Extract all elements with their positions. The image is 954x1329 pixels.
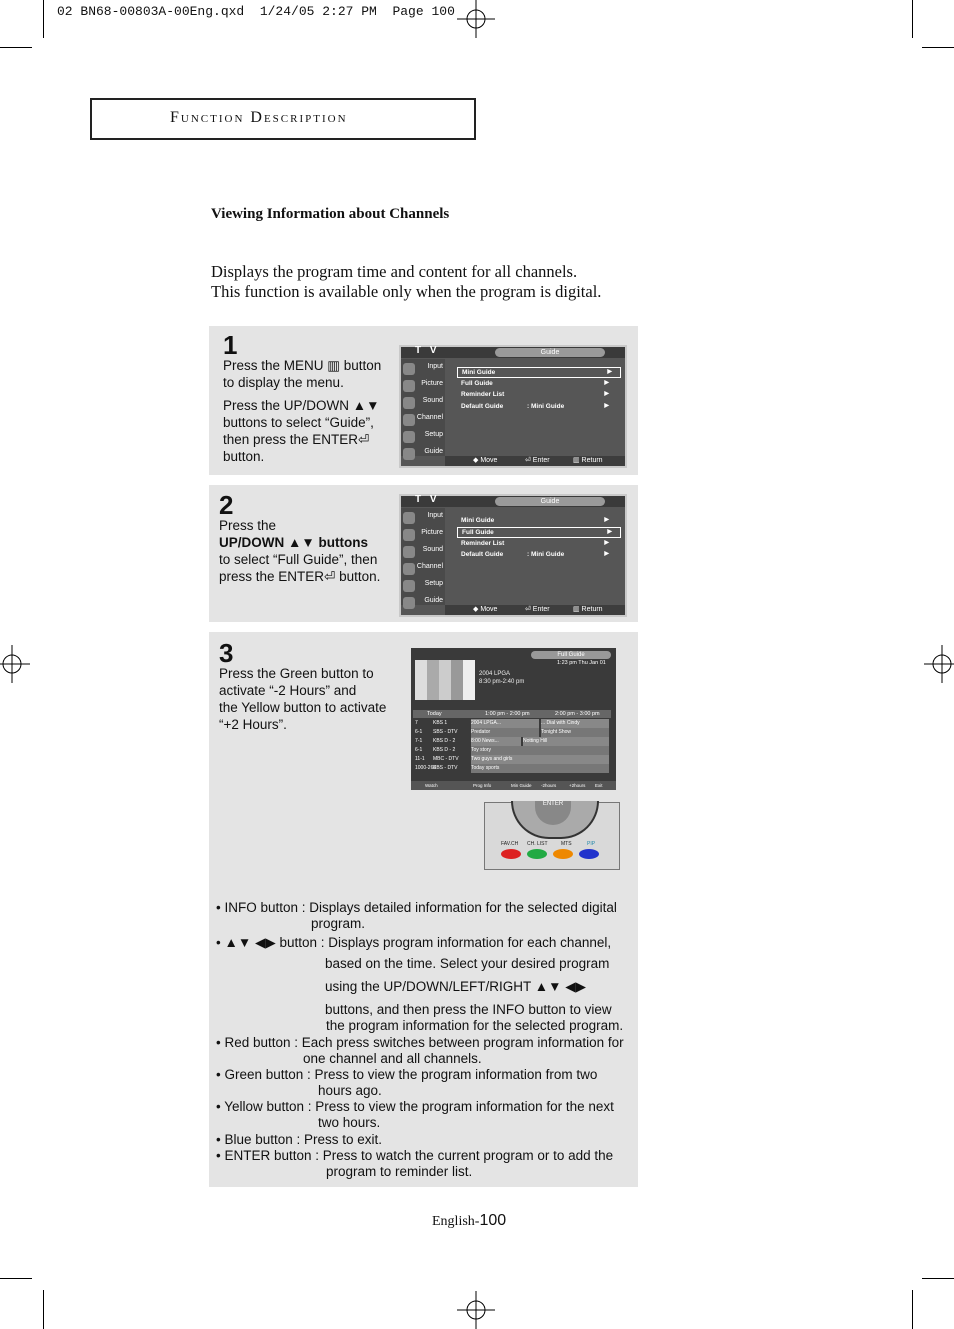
fg-footer: Watch Prog Info Min Guide -2hours +2hours Exit bbox=[411, 781, 616, 790]
intro-line: Displays the program time and content for all channels. bbox=[211, 262, 578, 281]
step-line: Press the MENU ▥ button bbox=[223, 358, 382, 373]
fg-info: 2004 LPGA 8:30 pm-2:40 pm bbox=[479, 671, 525, 685]
step-line: button. bbox=[223, 449, 265, 464]
osd-item: Full Guide ▶ bbox=[457, 527, 621, 538]
enter-button: ENTER bbox=[535, 801, 571, 825]
osd-tv-label: T V bbox=[415, 494, 440, 505]
osd-item: Default Guide : Mini Guide ▶ bbox=[461, 403, 609, 410]
step-line: buttons to select “Guide”, bbox=[223, 415, 374, 430]
osd-item: Reminder List ▶ bbox=[461, 391, 609, 398]
bullet-line: one channel and all channels. bbox=[303, 1051, 482, 1066]
guide-icon bbox=[403, 448, 415, 460]
green-button bbox=[527, 849, 547, 859]
picture-icon bbox=[403, 529, 415, 541]
osd-item: Reminder List ▶ bbox=[461, 540, 609, 547]
step-1-text bbox=[223, 357, 393, 465]
bullet-line: program. bbox=[311, 916, 366, 931]
guide-icon bbox=[403, 597, 415, 609]
fg-rows bbox=[413, 719, 611, 773]
osd-sidebar: Input Picture Sound Channel Setup Guide bbox=[401, 359, 445, 456]
setup-icon bbox=[403, 580, 415, 592]
crop-mark bbox=[43, 1290, 44, 1329]
table-row: 11-1 MBC - DTV Two guys and girls bbox=[413, 755, 611, 764]
step-line: activate “-2 Hours” and bbox=[219, 683, 357, 698]
step-line: Press the bbox=[219, 518, 277, 533]
step-line: Press the UP/DOWN ▲▼ bbox=[223, 398, 380, 413]
osd-menu-guide bbox=[399, 345, 627, 468]
bullet-line: • Blue button : Press to exit. bbox=[216, 1132, 383, 1147]
sound-icon bbox=[403, 546, 415, 558]
registration-mark-icon bbox=[457, 0, 495, 38]
osd-item: Mini Guide ▶ bbox=[457, 367, 621, 378]
section-title: Function Description bbox=[170, 109, 348, 126]
channel-icon bbox=[403, 414, 415, 426]
osd-sidebar: Input Picture Sound Channel Setup Guide bbox=[401, 508, 445, 605]
page-number: 100 bbox=[479, 1212, 507, 1229]
intro bbox=[211, 262, 601, 302]
sound-icon bbox=[403, 397, 415, 409]
crop-mark bbox=[922, 1278, 954, 1279]
input-icon bbox=[403, 512, 415, 524]
bullet-line: • Yellow button : Press to view the program information for the next bbox=[216, 1099, 614, 1114]
crop-mark bbox=[912, 0, 913, 38]
bullet-line: based on the time. Select your desired program bbox=[325, 956, 610, 971]
step-line: press the ENTER⏎ button. bbox=[219, 569, 381, 584]
blue-button bbox=[579, 849, 599, 859]
bullet-line: hours ago. bbox=[318, 1083, 382, 1098]
full-guide-screen bbox=[411, 648, 616, 790]
section-title-box bbox=[90, 98, 476, 140]
intro-line: This function is available only when the program is digital. bbox=[211, 282, 602, 301]
fg-tab: Full Guide bbox=[531, 651, 611, 659]
step-line: “+2 Hours”. bbox=[219, 717, 287, 732]
bullet-line: using the UP/DOWN/LEFT/RIGHT ▲▼ ◀▶ bbox=[325, 979, 587, 994]
step-line: UP/DOWN ▲▼ buttons bbox=[219, 535, 368, 550]
yellow-button bbox=[553, 849, 573, 859]
setup-icon bbox=[403, 431, 415, 443]
step-line: the Yellow button to activate bbox=[219, 700, 387, 715]
red-button bbox=[501, 849, 521, 859]
step-1-number: 1 bbox=[223, 330, 238, 360]
osd-tab: Guide bbox=[495, 497, 605, 506]
bullet-line: two hours. bbox=[318, 1115, 381, 1130]
bullet-line: • Red button : Each press switches between program information for bbox=[216, 1035, 624, 1050]
osd-item: Full Guide ▶ bbox=[461, 380, 609, 387]
osd-tab: Guide bbox=[495, 348, 605, 357]
step-3-number: 3 bbox=[219, 638, 234, 668]
osd-item: Mini Guide ▶ bbox=[461, 517, 609, 524]
crop-mark bbox=[0, 47, 32, 48]
crop-mark bbox=[43, 0, 44, 38]
step-2-text bbox=[219, 517, 394, 585]
picture-icon bbox=[403, 380, 415, 392]
table-row: 7 KBS 1 2004 LPGA... ... Dial with Cindy bbox=[413, 719, 611, 728]
osd-footer: ◆ Move ⏎ Enter ▥ Return bbox=[445, 605, 625, 615]
bullet-line: buttons, and then press the INFO button to view bbox=[325, 1002, 612, 1017]
bullet-line: • Green button : Press to view the program information from two bbox=[216, 1067, 598, 1082]
crop-mark bbox=[922, 47, 954, 48]
input-icon bbox=[403, 363, 415, 375]
osd-footer: ◆ Move ⏎ Enter ▥ Return bbox=[445, 456, 625, 466]
table-row: 6-1 KBS D - 2 Toy story bbox=[413, 746, 611, 755]
bullet-line: the program information for the selected program. bbox=[326, 1018, 624, 1033]
bullet-line: program to reminder list. bbox=[326, 1164, 473, 1179]
table-row: 1000-268 EBS - DTV Today sports bbox=[413, 764, 611, 773]
step-line: Press the Green button to bbox=[219, 666, 374, 681]
channel-icon bbox=[403, 563, 415, 575]
footer-lang: English- bbox=[432, 1214, 480, 1229]
bullet-line: • INFO button : Displays detailed information for the selected digital bbox=[216, 900, 617, 915]
step-line: to display the menu. bbox=[223, 375, 344, 390]
bullet-line: • ▲▼ ◀▶ button : Displays program information for each channel, bbox=[216, 935, 612, 950]
table-row: 7-1 KBS D - 2 8:00 News... Notting Hill bbox=[413, 737, 611, 746]
fg-time: 1:23 pm Thu Jan 01 bbox=[557, 660, 606, 666]
registration-mark-icon bbox=[457, 1291, 495, 1329]
page-footer bbox=[432, 1212, 506, 1230]
osd-item: Default Guide : Mini Guide ▶ bbox=[461, 551, 609, 558]
osd-tv-label: T V bbox=[415, 345, 440, 356]
step-2-number: 2 bbox=[219, 490, 234, 520]
subtitle: Viewing Information about Channels bbox=[211, 206, 450, 222]
crop-mark bbox=[0, 1278, 32, 1279]
table-row: 6-1 SBS - DTV Predator Tonight Show bbox=[413, 728, 611, 737]
crop-mark bbox=[912, 1290, 913, 1329]
step-line: then press the ENTER⏎ bbox=[223, 432, 370, 447]
fg-col-header: Today 1:00 pm - 2:00 pm 2:00 pm - 3:00 pm bbox=[413, 710, 611, 718]
bullet-line: • ENTER button : Press to watch the current program or to add the bbox=[216, 1148, 614, 1163]
video-preview bbox=[415, 660, 475, 700]
step-line: to select “Full Guide”, then bbox=[219, 552, 378, 567]
osd-menu-fullguide bbox=[399, 494, 627, 617]
remote-control-illustration: ENTER FAV.CH CH. LIST MTS PIP bbox=[484, 802, 620, 870]
step-3-text bbox=[219, 665, 404, 733]
registration-mark-icon bbox=[0, 645, 38, 683]
registration-mark-icon bbox=[916, 645, 954, 683]
file-header: 02 BN68-00803A-00Eng.qxd 1/24/05 2:27 PM Page 100 bbox=[57, 4, 455, 19]
